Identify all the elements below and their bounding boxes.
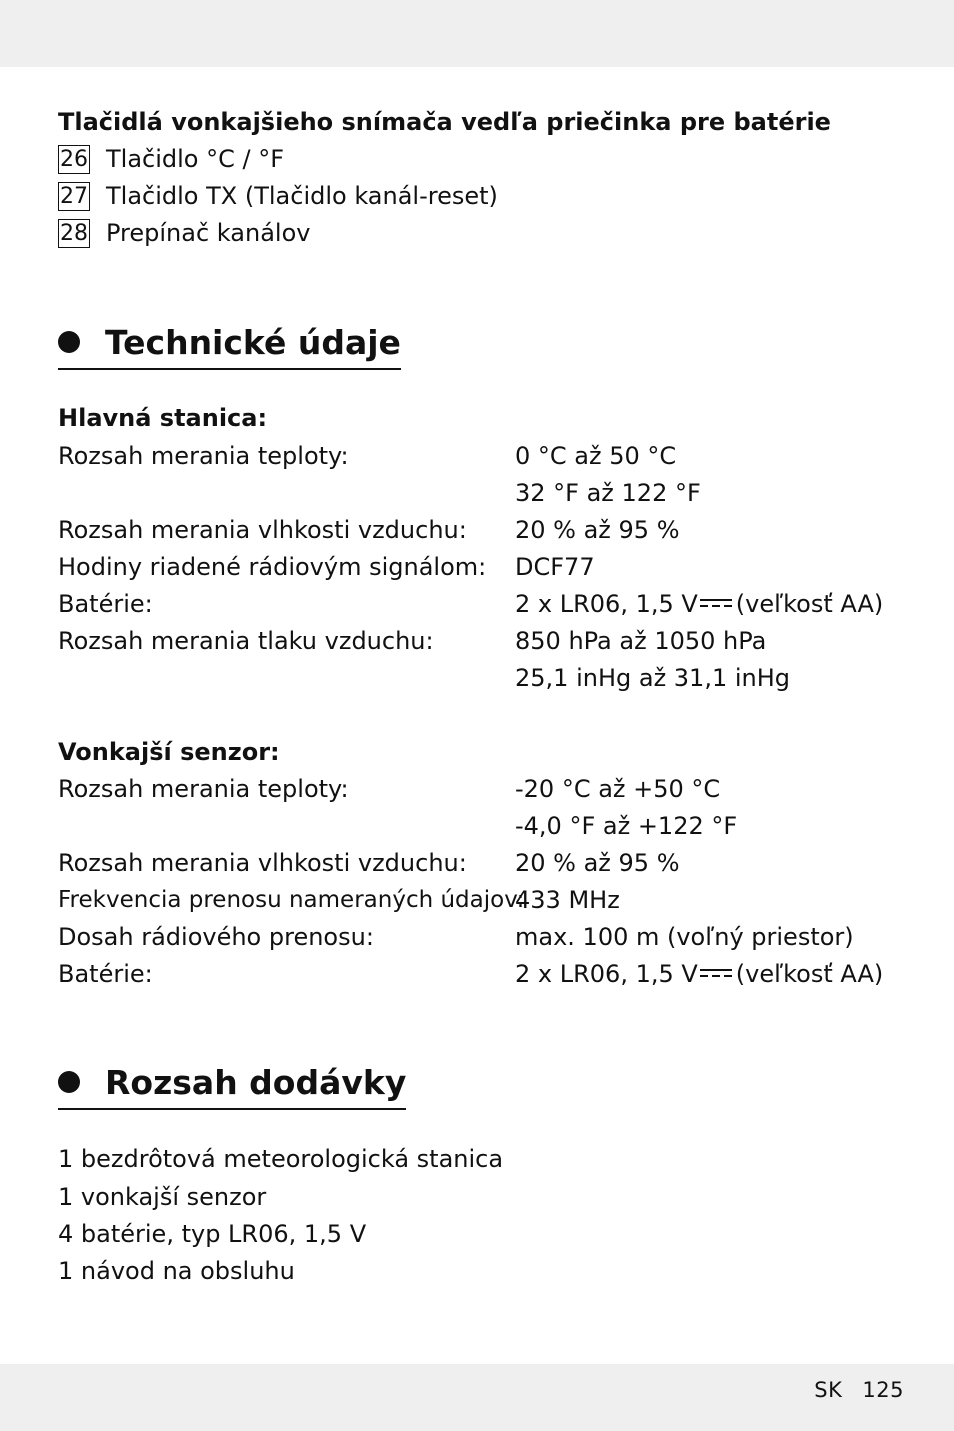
delivery-item: 1 vonkajší senzor	[58, 1183, 267, 1211]
spec-value: DCF77	[515, 553, 595, 581]
spec-value: 25,1 inHg až 31,1 inHg	[515, 664, 791, 692]
item-number-box: 27	[60, 183, 88, 209]
spec-row	[58, 552, 908, 582]
spec-row	[58, 811, 908, 841]
spec-value	[515, 959, 883, 989]
bullet-icon	[58, 331, 80, 353]
spec-row	[58, 441, 908, 471]
spec-value	[515, 589, 883, 619]
delivery-heading	[58, 1060, 406, 1110]
battery-spec: 2 x LR06, 1,5 V	[515, 960, 698, 988]
spec-row	[58, 478, 908, 508]
battery-size: (veľkosť AA)	[735, 590, 884, 618]
delivery-item: 1 návod na obsluhu	[58, 1257, 295, 1285]
button-item-label: Tlačidlo TX (Tlačidlo kanál-reset)	[106, 182, 498, 210]
buttons-heading: Tlačidlá vonkajšieho snímača vedľa priečinka pre batérie	[58, 108, 831, 136]
page-footer	[814, 1378, 904, 1402]
main-station-heading: Hlavná stanica:	[58, 404, 268, 432]
item-number-box: 26	[60, 146, 88, 172]
button-item-label: Prepínač kanálov	[106, 219, 311, 247]
spec-value: max. 100 m (voľný priestor)	[515, 923, 854, 951]
battery-size: (veľkosť AA)	[735, 960, 884, 988]
spec-label: Dosah rádiového prenosu:	[58, 923, 374, 951]
bullet-icon	[58, 1071, 80, 1093]
battery-spec: 2 x LR06, 1,5 V	[515, 590, 698, 618]
spec-label: Rozsah merania vlhkosti vzduchu:	[58, 516, 467, 544]
spec-row	[58, 848, 908, 878]
spec-row	[58, 663, 908, 693]
section-title: Technické údaje	[105, 322, 401, 362]
spec-label: Rozsah merania tlaku vzduchu:	[58, 627, 434, 655]
spec-row	[58, 515, 908, 545]
spec-value: 20 % až 95 %	[515, 516, 680, 544]
spec-row	[58, 959, 908, 989]
footer-band	[0, 1364, 954, 1431]
outdoor-sensor-heading: Vonkajší senzor:	[58, 738, 280, 766]
button-item-28	[58, 218, 310, 248]
technical-heading	[58, 320, 401, 370]
delivery-item: 1 bezdrôtová meteorologická stanica	[58, 1145, 504, 1173]
spec-value: -20 °C až +50 °C	[515, 775, 721, 803]
spec-label: Rozsah merania teploty:	[58, 775, 349, 803]
spec-value: 20 % až 95 %	[515, 849, 680, 877]
spec-row	[58, 589, 908, 619]
spec-label: Batérie:	[58, 960, 153, 988]
direct-current-icon	[700, 598, 732, 608]
page-number: 125	[862, 1378, 904, 1402]
spec-row	[58, 626, 908, 656]
spec-label: Batérie:	[58, 590, 153, 618]
spec-row	[58, 774, 908, 804]
delivery-item: 4 batérie, typ LR06, 1,5 V	[58, 1220, 367, 1248]
spec-value: -4,0 °F až +122 °F	[515, 812, 738, 840]
spec-value: 433 MHz	[515, 886, 620, 914]
button-item-26	[58, 144, 284, 174]
footer-language: SK	[814, 1378, 843, 1402]
direct-current-icon	[700, 968, 732, 978]
spec-value: 0 °C až 50 °C	[515, 442, 677, 470]
spec-label: Rozsah merania vlhkosti vzduchu:	[58, 849, 467, 877]
spec-label: Hodiny riadené rádiovým signálom:	[58, 553, 487, 581]
button-item-label: Tlačidlo °C / °F	[106, 145, 285, 173]
spec-value: 32 °F až 122 °F	[515, 479, 701, 507]
spec-value: 850 hPa až 1050 hPa	[515, 627, 767, 655]
section-title: Rozsah dodávky	[105, 1062, 407, 1102]
header-band	[0, 0, 954, 67]
spec-row	[58, 922, 908, 952]
button-item-27	[58, 181, 498, 211]
spec-label: Frekvencia prenosu nameraných údajov:	[58, 887, 525, 913]
item-number-box: 28	[60, 220, 88, 246]
spec-label: Rozsah merania teploty:	[58, 442, 349, 470]
spec-row	[58, 885, 908, 915]
